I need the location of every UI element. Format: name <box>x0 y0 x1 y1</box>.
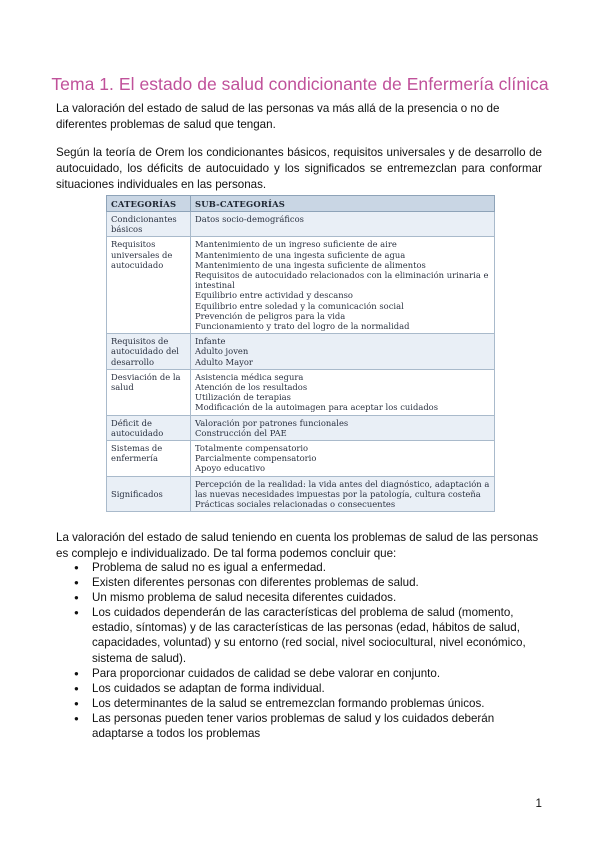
subcategory-item: Datos socio-demográficos <box>195 214 304 224</box>
list-item: ● Para proporcionar cuidados de calidad se debe valorar en conjunto. <box>56 666 546 681</box>
subcategory-item: Adulto joven <box>195 346 249 357</box>
orem-categories-table <box>106 195 494 512</box>
category-cell: Requisitos universales de autocuidado <box>107 237 191 334</box>
conclusion-list <box>56 560 546 741</box>
category-cell: Significados <box>107 476 191 512</box>
category-cell: Condicionantes básicos <box>107 212 191 237</box>
subcategory-item: Parcialmente compensatorio <box>195 453 317 464</box>
subcategory-item: Utilización de terapias <box>195 392 291 403</box>
subcategory-item: Valoración por patrones funcionales <box>195 417 349 428</box>
table-row <box>107 441 495 477</box>
category-cell: Déficit de autocuidado <box>107 415 191 440</box>
header-categories: CATEGORÍAS <box>107 196 191 212</box>
subcategory-item: Percepción de la realidad: la vida antes del diagnóstico, adaptación a las nuevas necesidades impuestas por la patología, cultura costeña <box>195 478 490 499</box>
subcategory-cell <box>191 334 495 370</box>
subcategory-item: Mantenimiento de una ingesta suficiente de agua <box>195 249 406 260</box>
table-row <box>107 476 495 512</box>
subcategory-item: Asistencia médica segura <box>195 371 304 382</box>
list-item: ● Los determinantes de la salud se entremezclan formando problemas únicos. <box>56 696 546 711</box>
subcategory-item: Adulto Mayor <box>195 356 253 367</box>
table-header-row <box>107 196 495 212</box>
intro-paragraph: La valoración del estado de salud de las personas va más allá de la presencia o no de diferentes problemas de salud que tengan. <box>56 102 500 132</box>
table-row <box>107 369 495 415</box>
subcategory-item: Totalmente compensatorio <box>195 443 309 454</box>
page-number: 1 <box>535 797 542 810</box>
subcategory-item: Mantenimiento de un ingreso suficiente de aire <box>195 239 397 250</box>
subcategory-cell <box>191 237 495 334</box>
subcategory-item: Funcionamiento y trato del logro de la normalidad <box>195 321 410 332</box>
table-row <box>107 334 495 370</box>
subcategory-cell <box>191 369 495 415</box>
subcategory-item: Requisitos de autocuidado relacionados con la eliminación urinaria e intestinal <box>195 270 489 291</box>
list-item: ● Un mismo problema de salud necesita diferentes cuidados. <box>56 590 546 605</box>
subcategory-cell <box>191 415 495 440</box>
subcategory-item: Atención de los resultados <box>195 382 308 393</box>
subcategory-cell <box>191 441 495 477</box>
category-cell: Desviación de la salud <box>107 369 191 415</box>
subcategory-item: Infante <box>195 336 226 347</box>
list-item: ● Las personas pueden tener varios problemas de salud y los cuidados deberán adaptarse a todos los problemas <box>56 711 546 741</box>
table-row <box>107 415 495 440</box>
subcategory-item: Prevención de peligros para la vida <box>195 310 346 321</box>
subcategory-cell <box>191 212 495 237</box>
list-item: ● Problema de salud no es igual a enfermedad. <box>56 560 546 575</box>
list-item: ● Existen diferentes personas con diferentes problemas de salud. <box>56 575 546 590</box>
table-row <box>107 212 495 237</box>
category-cell: Sistemas de enfermería <box>107 441 191 477</box>
subcategory-item: Prácticas sociales relacionadas o consecuentes <box>195 499 396 510</box>
subcategory-item: Mantenimiento de una ingesta suficiente de alimentos <box>195 259 426 270</box>
subcategory-item: Equilibrio entre soledad y la comunicación social <box>195 300 404 311</box>
orem-paragraph: Según la teoría de Orem los condicionantes básicos, requisitos universales y de desarrollo de autocuidado, los déficits de autocuidado y los significados se entremezclan para conformar situaciones individuales en las personas. <box>56 146 542 192</box>
category-cell: Requisitos de autocuidado del desarrollo <box>107 334 191 370</box>
conclusion-paragraph: La valoración del estado de salud teniendo en cuenta los problemas de salud de las personas es complejo e individualizado. De tal forma podemos concluir que: <box>56 531 539 561</box>
subcategory-item: Apoyo educativo <box>195 463 266 474</box>
subcategory-item: Equilibrio entre actividad y descanso <box>195 290 353 301</box>
header-subcategories: SUB-CATEGORÍAS <box>191 196 495 212</box>
list-item: ● Los cuidados dependerán de las características del problema de salud (momento, estadio, síntomas) y de las características de las personas (edad, hábitos de salud, capacidades, voluntad) y su entorno (red social, nivel sociocultural, nivel económico, sistema de salud). <box>56 605 546 665</box>
page-title: Tema 1. El estado de salud condicionante de Enfermería clínica <box>51 74 549 94</box>
list-item: ● Los cuidados se adaptan de forma individual. <box>56 681 546 696</box>
table-row <box>107 237 495 334</box>
subcategory-item: Modificación de la autoimagen para aceptar los cuidados <box>195 402 439 413</box>
subcategory-cell <box>191 476 495 512</box>
subcategory-item: Construcción del PAE <box>195 427 287 438</box>
